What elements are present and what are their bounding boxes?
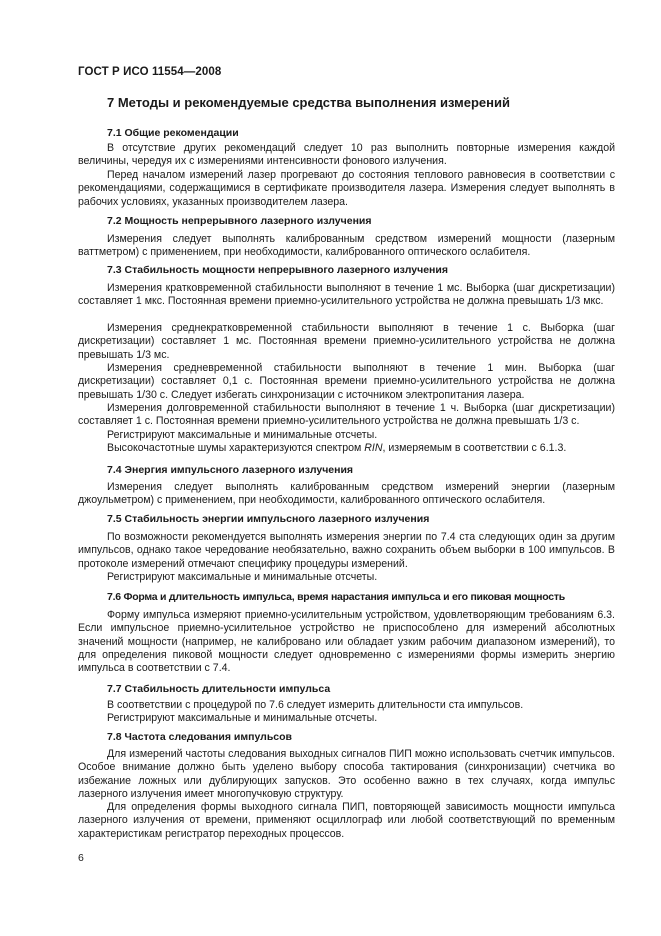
paragraph: Измерения следует выполнять калиброванным средством измерений энергии (лазерным джоульметром) с применением, при необходимости, калиброванного оптического ослабителя. [78,481,615,507]
subsection-title-7-7: 7.7 Стабильность длительности импульса [107,683,331,695]
subsection-title-7-1: 7.1 Общие рекомендации [107,127,239,139]
paragraph: Измерения кратковременной стабильности выполняют в течение 1 мс. Выборка (шаг дискретизации) составляет 1 мкс. Постоянная времени приемно-усилительного устройства не должна превышать 1/3 мкс. [78,282,615,308]
section-title: 7 Методы и рекомендуемые средства выполнения измерений [107,95,510,110]
paragraph: Измерения среднекратковременной стабильности выполняют в течение 1 с. Выборка (шаг дискретизации) составляет 1 мс. Постоянная времени приемно-усилительного устройства не должна превышать 1/3 мс. [78,322,615,361]
subsection-title-7-4: 7.4 Энергия импульсного лазерного излучения [107,464,354,476]
paragraph: В соответствии с процедурой по 7.6 следует измерить длительности ста импульсов. [107,699,524,711]
italic-term: RIN [364,442,383,454]
text-run: Высокочастотные шумы характеризуются спектром [107,442,365,454]
paragraph: Перед началом измерений лазер прогревают до состояния теплового равновесия в соответствии с рекомендациями, содержащимися в сертификате производителя лазера. Измерения следует выполнять в рабочих условиях, указанных производителем лазера. [78,169,615,208]
paragraph: Регистрируют максимальные и минимальные отсчеты. [107,429,378,441]
paragraph: Регистрируют максимальные и минимальные отсчеты. [107,712,378,724]
paragraph: Для измерений частоты следования выходных сигналов ПИП можно использовать счетчик импульсов. Особое внимание должно быть уделено выбору способа тактирования (синхронизации) счетчика во избежание ложных или дублирующих запусков. Это особенно важно в тех случаях, когда импульс лазерного излучения имеет многопучковую структуру. [78,748,615,800]
paragraph [78,442,615,455]
subsection-title-7-8: 7.8 Частота следования импульсов [107,731,293,743]
subsection-title-7-2: 7.2 Мощность непрерывного лазерного излучения [107,215,372,227]
paragraph: Измерения долговременной стабильности выполняют в течение 1 ч. Выборка (шаг дискретизации) составляет 1 с. Постоянная времени приемно-усилительного устройства не должна превышать 1/3 с. [78,402,615,428]
subsection-title-7-5: 7.5 Стабильность энергии импульсного лазерного излучения [107,513,430,525]
paragraph: Для определения формы выходного сигнала ПИП, повторяющей зависимость мощности импульса лазерного излучения от времени, применяют осциллограф или любой соответствующий по временным характеристикам регистратор переходных процессов. [78,801,615,840]
document-header: ГОСТ Р ИСО 11554—2008 [78,66,222,78]
paragraph: В отсутствие других рекомендаций следует 10 раз выполнить повторные измерения каждой величины, чередуя их с измерениями интенсивности фонового излучения. [78,142,615,168]
paragraph: Измерения средневременной стабильности выполняют в течение 1 мин. Выборка (шаг дискретизации) составляет 0,1 с. Постоянная времени приемно-усилительного устройства не должна превышать 1/30 с. Следует избегать синхронизации с источником электропитания лазера. [78,362,615,401]
subsection-title-7-3: 7.3 Стабильность мощности непрерывного лазерного излучения [107,264,448,276]
subsection-title-7-6: 7.6 Форма и длительность импульса, время нарастания импульса и его пиковая мощность [107,591,565,603]
paragraph: По возможности рекомендуется выполнять измерения энергии по 7.4 ста следующих один за другим импульсов, однако такое чередование необязательно, важно сохранить объем выборки в 100 импульсов. В протоколе измерений отмечают специфику процедуры измерений. [78,531,615,570]
page-number: 6 [78,852,84,864]
paragraph: Форму импульса измеряют приемно-усилительным устройством, удовлетворяющим требованиям 6.3. Если импульсное приемно-усилительное устройство не приспособлено для измерений абсолютных значений мощности (например, не калибровано или обладает узким рабочим диапазоном измерений), то для определения пиковой мощности следует одновременно с измерениями формы измерить энергию импульса в соответствии с 7.4. [78,609,615,675]
paragraph: Регистрируют максимальные и минимальные отсчеты. [107,571,378,583]
paragraph: Измерения следует выполнять калиброванным средством измерений мощности (лазерным ваттметром) с применением, при необходимости, калиброванного оптического ослабителя. [78,233,615,259]
text-run: , измеряемым в соответствии с 6.1.3. [382,442,567,454]
